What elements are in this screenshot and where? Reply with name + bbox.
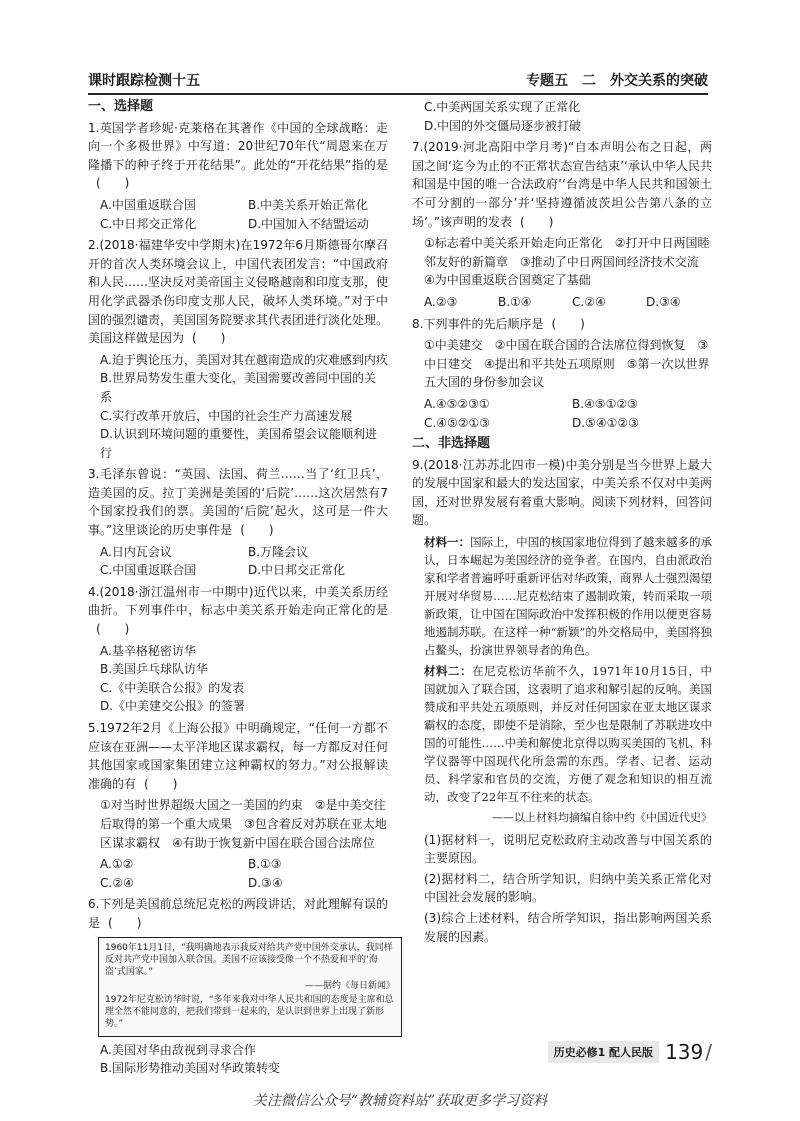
question-9: 9.(2018·江苏苏北四市一模)中美分别是当今世界上最大的发展中国家和最大的发达国家，中美关系不仅对中美两国，还对世界发展有着重大影响。阅读下列材料，回答问题。 [412, 457, 713, 528]
quote-2: 1972年尼克松访华时说，“多年来我对中华人民共和国的态度是主席和总理全然不能同意的，把我们带到一起来的，是认识到世界上出现了新形势。” [105, 994, 394, 1029]
question-5-stem: 5.1972年2月《上海公报》中明确规定，“任何一方都不应该在亚洲——太平洋地区谋求霸权，每一方都反对任何其他国家或国家集团建立这种霸权的努力。”对公报解读准确的有 [88, 721, 389, 791]
option-c: C.中美两国关系实现了正常化 [424, 100, 581, 114]
question-8-events: ①中美建交 ②中国在联合国的合法席位得到恢复 ③中日建交 ④提出和平共处五项原则 ⑤第一次以世界五大国的身份参加会议 [424, 338, 710, 390]
option-c: C.②④ [100, 875, 134, 890]
answer-blank: ( ) [240, 523, 274, 538]
watermark-handwriting: 关注微信公众号“教辅资料站”获取更多学习资料 [252, 1093, 548, 1109]
page-footer [548, 1038, 712, 1066]
answer-blank: ( ) [144, 776, 178, 791]
question-3-stem: 3.毛泽东曾说：“英国、法国、荷兰……当了‘红卫兵’，造美国的反。拉丁美洲是美国的‘后院’……这次居然有7个国家投我们的票。美国的‘后院’起火，这可是一件大事。”这里谈论的历史事件是 [88, 467, 388, 538]
answer-blank: ( ) [96, 622, 130, 637]
section-nonchoice-heading: 二、非选择题 [412, 436, 491, 452]
question-7-options [424, 293, 712, 312]
quote-1-source: ——据约《每日新闻》 [304, 980, 395, 991]
question-4-stem: 4.(2018·浙江温州市一中期中)近代以来，中美关系历经曲折。下列事件中，标志中美关系开始走向正常化的是 [88, 584, 388, 618]
option-c: C.《中美联合公报》的发表 [100, 680, 245, 695]
sub-question-3: (3)综合上述材料，结合所学知识，指出影响两国关系发展的因素。 [424, 911, 712, 944]
option-a: A.②③ [424, 294, 458, 309]
option-c: C.②④ [572, 294, 606, 309]
material-source: ——以上材料均摘编自徐中约《中国近代史》 [492, 811, 712, 825]
material-2-label: 材料二： [424, 664, 473, 679]
option-d: D.⑤④①②③ [572, 415, 639, 430]
option-a: A.①② [100, 857, 134, 872]
material-1-label: 材料一： [424, 535, 471, 550]
answer-blank: ( ) [108, 915, 142, 930]
question-5 [88, 719, 388, 793]
question-7-stem: 7.(2019·河北高阳中学月考)“自本声明公布之日起，两国之间‘迄今为止的不正常状态宣告结束’‘承认中华人民共和国是中国的唯一合法政府’‘台湾是中华人民共和国领土不可分割的一部分’并‘坚持遵循波茨坦公告第八条的立场’。”该声明的发表 [412, 140, 712, 229]
option-a: A.迫于舆论压力，美国对其在越南造成的灾难感到内疚 [100, 352, 388, 367]
option-c: C.中国重返联合国 [100, 563, 197, 578]
page-number: 139 [665, 1040, 704, 1064]
question-7 [412, 138, 712, 231]
option-d: D.《中美建交公报》的签署 [100, 699, 246, 714]
header-left-title: 课时跟踪检测十五 [88, 73, 200, 89]
option-a: A.日内瓦会议 [100, 544, 172, 559]
header-right-title: 专题五 二 外交关系的突破 [526, 73, 708, 89]
option-b: B.中美关系开始正常化 [248, 197, 369, 212]
header-divider [88, 93, 708, 95]
option-d: D.中国的外交僵局逐步被打破 [424, 118, 582, 133]
question-1-options [100, 196, 388, 233]
option-b: B.美国乒乓球队访华 [100, 662, 209, 677]
answer-blank: ( ) [192, 331, 226, 346]
book-label: 历史必修1 配人民版 [548, 1041, 659, 1063]
option-b: B.国际形势推动美国对华政策转变 [100, 1061, 281, 1076]
question-1 [88, 119, 388, 193]
option-c: C.④⑤②①③ [424, 415, 490, 430]
sub-question-2: (2)据材料二，结合所学知识，归纳中美关系正常化对中国社会发展的影响。 [424, 871, 712, 905]
option-b: B.①④ [498, 294, 532, 309]
question-8 [412, 315, 712, 334]
option-a: A.④⑤②③① [424, 396, 490, 411]
question-8-options [424, 395, 712, 432]
page-corner-mark: / [705, 1040, 712, 1064]
question-7-statements: ①标志着中美关系开始走向正常化 ②打开中日两国睦邻友好的新篇章 ③推动了中日两国间经济技术交流 ④为中国重返联合国奠定了基础 [424, 236, 711, 288]
material-1 [424, 533, 712, 659]
option-a: A.中国重返联合国 [100, 197, 196, 212]
option-b: B.④⑤①②③ [572, 396, 638, 411]
sub-question-1: (1)据材料一，说明尼克松政府主动改善与中国关系的主要原因。 [424, 832, 712, 866]
question-3 [88, 465, 388, 539]
option-b: B.万隆会议 [248, 544, 309, 559]
question-5-statements: ①对当时世界超级大国之一美国的约束 ②是中美交往后取得的第一个重大成果 ③包含着反对苏联在亚太地区谋求霸权 ④有助于恢复新中国在联合国合法席位 [100, 798, 387, 850]
option-c: C.实行改革开放后，中国的社会生产力高速发展 [100, 408, 353, 423]
quote-image-box [98, 937, 402, 1037]
option-d: D.中国加入不结盟运动 [248, 216, 370, 231]
material-2 [424, 662, 712, 806]
option-d: D.③④ [248, 875, 283, 890]
answer-blank: ( ) [520, 214, 554, 229]
question-6-stem: 6.下列是美国前总统尼克松的两段讲话，对此理解有误的是 [88, 897, 388, 930]
answer-blank: ( ) [96, 176, 130, 191]
right-column [412, 98, 712, 948]
question-5-options [100, 855, 388, 892]
option-d: D.中日邦交正常化 [248, 563, 346, 578]
material-1-text: 国际上，中国的核国家地位得到了越来越多的承认，日本崛起为美国经济的竞争者。在国内，自由派政治家和学者普遍呼吁重新评估对华政策，商界人士强烈渴望开展对华贸易……尼克松结束了遏制政策，转而采取一项新政策，让中国在国际政治中发挥积极的作用以便更容易地遏制苏联。在这样一种“新颖”的外交格局中，美国将独占鳌头，扮演世界领导者的角色。 [424, 535, 713, 658]
question-6 [88, 895, 388, 932]
question-1-stem: 1.英国学者珍妮·克莱格在其著作《中国的全球战略：走向一个多极世界》中写道：20世纪70年代“周恩来在万隆播下的种子终于开花结果”。此处的“开花结果”指的是 [88, 120, 388, 172]
option-d: D.认识到环境问题的重要性，美国希望会议能顺利进行 [100, 427, 378, 460]
quote-1: 1960年11月1日，“我明确地表示我反对给共产党中国外交承认，我同样反对共产党中国加入联合国。美国不应该接受像一个不热爱和平的‘海盗’式国家。” [105, 942, 393, 977]
option-a: A.基辛格秘密访华 [100, 643, 196, 658]
option-d: D.③④ [646, 294, 681, 309]
question-4 [88, 583, 388, 639]
left-column [88, 98, 395, 1078]
question-2 [88, 236, 388, 348]
material-2-text: 在尼克松访华前不久，1971年10月15日，中国就加入了联合国，这表明了追求和解引起的反响。美国赞成和平共处五项原则，并反对任何国家在亚太地区谋求霸权的态度，即使不是消除，至少也是限制了苏联进攻中国的可能性……中美和解使北京得以购买美国的飞机、科学仪器等中国现代化所急需的东西。学者、记者、运动员、科学家和官员的交流，方便了观念和知识的相互流动，改变了22年互不往来的状态。 [424, 664, 712, 805]
question-8-stem: 8.下列事件的先后顺序是 [412, 316, 544, 331]
page-header [88, 70, 708, 92]
question-2-stem: 2.(2018·福建华安中学期末)在1972年6月斯德哥尔摩召开的首次人类环境会议上，中国代表团发言：“中国政府和人民……坚决反对美帝国主义侵略越南和印度支那，使用化学武器杀伤印度支那人民，破坏人类环境。”对于中国的强烈谴责，美国国务院要求其代表团进行淡化处理。美国这样做是因为 [88, 238, 389, 346]
option-c: C.中日邦交正常化 [100, 216, 197, 231]
section-choice-heading: 一、选择题 [88, 99, 154, 114]
option-b: B.①③ [248, 857, 282, 872]
answer-blank: ( ) [551, 316, 585, 331]
option-a: A.美国对华由敌视到寻求合作 [100, 1042, 256, 1057]
question-3-options [100, 543, 388, 580]
option-b: B.世界局势发生重大变化，美国需要改善同中国的关系 [100, 371, 377, 404]
